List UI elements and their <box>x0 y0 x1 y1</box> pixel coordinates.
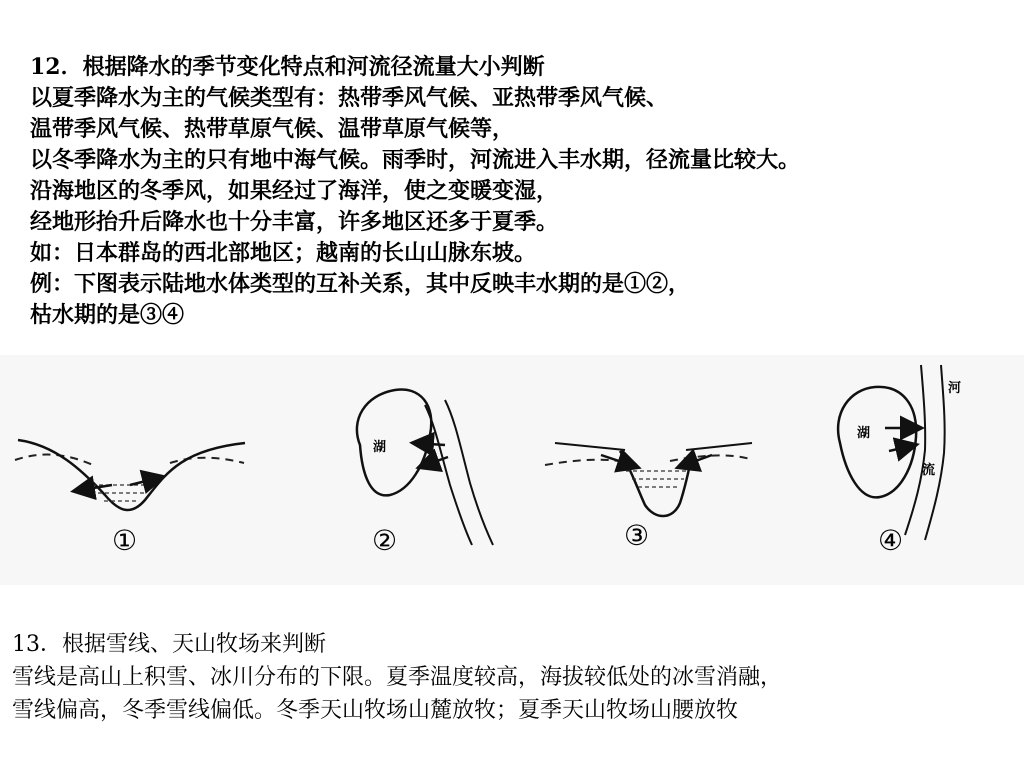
text-line: 温带季风气候、热带草原气候、温带草原气候等， <box>30 116 515 142</box>
text-line: 沿海地区的冬季风，如果经过了海洋，使之变暖变湿， <box>30 178 559 204</box>
diagram-label-3: ③ <box>624 519 650 552</box>
text-line: 例：下图表示陆地水体类型的互补关系，其中反映丰水期的是①②， <box>30 271 691 297</box>
section-12-heading: 12．根据降水的季节变化特点和河流径流量大小判断 <box>30 54 545 80</box>
text-line: 雪线是高山上积雪、冰川分布的下限。夏季温度较高，海拔较低处的冰雪消融， <box>12 665 783 690</box>
text-line: 以夏季降水为主的气候类型有：热带季风气候、亚热带季风气候、 <box>30 85 669 111</box>
flow-label: 流 <box>922 463 936 478</box>
water-body-diagrams <box>0 355 1024 585</box>
section-13 <box>12 628 1012 727</box>
river-label: 河 <box>948 381 962 396</box>
diagram-background <box>0 355 1024 585</box>
section-13-heading: 13．根据雪线、天山牧场来判断 <box>12 632 326 657</box>
diagrams-svg <box>0 355 1024 585</box>
lake-label: 湖 <box>857 426 871 441</box>
text-line: 枯水期的是③④ <box>30 302 185 328</box>
diagram-label-1: ① <box>112 524 138 557</box>
diagram-label-4: ④ <box>878 524 904 557</box>
lake-label: 湖 <box>373 440 387 455</box>
diagram-label-2: ② <box>372 524 398 557</box>
section-12 <box>30 52 1020 331</box>
text-line: 以冬季降水为主的只有地中海气候。雨季时，河流进入丰水期，径流量比较大。 <box>30 147 801 173</box>
text-line: 雪线偏高，冬季雪线偏低。冬季天山牧场山麓放牧；夏季天山牧场山腰放牧 <box>12 698 739 723</box>
text-line: 如：日本群岛的西北部地区；越南的长山山脉东坡。 <box>30 240 537 266</box>
text-line: 经地形抬升后降水也十分丰富，许多地区还多于夏季。 <box>30 209 559 235</box>
